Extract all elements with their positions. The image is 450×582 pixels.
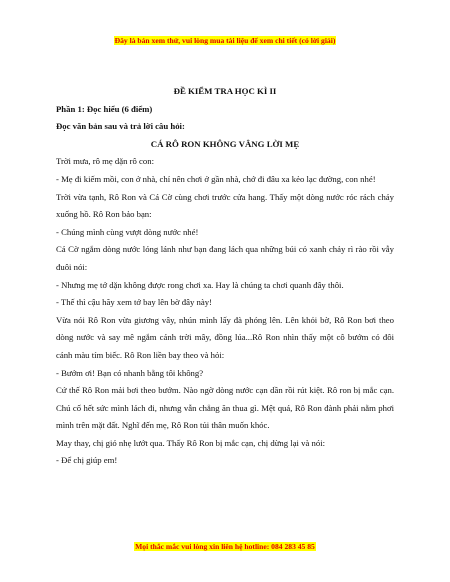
hotline-footer-text: Mọi thắc mắc vui lòng xin liên hệ hotline: 084 283 45 85 — [135, 542, 315, 551]
paragraph: Cứ thế Rô Ron mải bơi theo bướm. Nào ngờ dòng nước cạn dần rồi rút kiệt. Rô ron bị mắc cạn. Chú cố hết sức mình lách đi, nhưng vẫn chẳng ăn thua gì. Mệt quá, Rô Ron đành phải nằm phơi mình trên mặt đất. Nghĩ đến mẹ, Rô Ron tủi thân muốn khóc. — [56, 385, 394, 431]
paragraph: - Thế thì cậu hãy xem tớ bay lên bờ đây này! — [56, 297, 212, 308]
paragraph: - Chúng mình cùng vượt dòng nước nhé! — [56, 226, 199, 237]
story-title: CÁ RÔ RON KHÔNG VÂNG LỜI MẸ — [150, 138, 300, 149]
paragraph: May thay, chị gió nhẹ lướt qua. Thấy Rô Ron bị mắc cạn, chị dừng lại và nói: — [56, 437, 326, 448]
paragraph: - Mẹ đi kiếm mồi, con ở nhà, chỉ nên chơi ở gần nhà, chớ đi đâu xa kẻo lạc đường, con nhé! — [56, 173, 376, 184]
paragraph: Vừa nói Rô Ron vừa giương vây, nhún mình lấy đà phóng lên. Lên khỏi bờ, Rô Ron bơi theo dòng nước và say mê ngắm cánh trời mây, đồng lúa...Rô Ron nhìn thấy một cô bướm có đôi cánh màu tím biếc. Rô Ron liền bay theo và hỏi: — [56, 314, 394, 360]
preview-banner-text: Đây là bản xem thử, vui lòng mua tài liệu để xem chi tiết (có lời giải) — [114, 36, 336, 45]
part-heading: Phần 1: Đọc hiểu (6 điểm) — [56, 103, 153, 114]
paragraph: Trời mưa, rô mẹ dặn rô con: — [56, 156, 155, 167]
paragraph: Trời vừa tạnh, Rô Ron và Cá Cờ cùng chơi trước cửa hang. Thấy một dòng nước róc rách chảy xuống hồ. Rô Ron bảo bạn: — [56, 191, 394, 220]
paragraph: - Bướm ơi! Bạn có nhanh bằng tôi không? — [56, 367, 204, 378]
paragraph: Cá Cờ ngắm dòng nước lóng lánh như bạn đang lách qua những búi cỏ xanh chảy rì rào rồi vẫy đuôi nói: — [56, 244, 394, 272]
paragraph: - Nhưng mẹ tớ dặn không được rong chơi xa. Hay là chúng ta chơi quanh đây thôi. — [56, 279, 344, 290]
preview-banner — [0, 30, 450, 48]
exam-title: ĐỀ KIỂM TRA HỌC KÌ II — [173, 86, 277, 96]
paragraph: - Để chị giúp em! — [56, 455, 118, 466]
instruction: Đọc văn bản sau và trả lời câu hỏi: — [56, 121, 185, 132]
hotline-footer — [0, 536, 450, 554]
document-body — [56, 83, 394, 470]
